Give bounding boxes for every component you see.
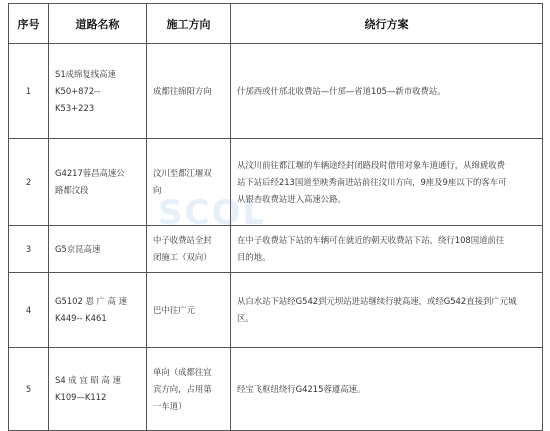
row-number: 4	[9, 273, 49, 348]
detour-plan-cell-line: 经宝飞枢纽绕行G4215蓉遵高速。	[237, 383, 366, 394]
row-number: 3	[9, 226, 49, 273]
detour-plan-cell-line: 什邡西或什邡北收费站—什邡—省道105—新市收费站。	[237, 85, 446, 96]
detour-plan-cell	[231, 44, 543, 139]
detour-plan-cell	[231, 273, 543, 348]
table-row	[9, 44, 543, 139]
direction-cell	[147, 273, 231, 348]
road-name-cell-line: K109—K112	[55, 392, 107, 402]
detour-plan-cell-line: 站下站后经213国道至映秀南进站前往汶川方向，9座及9座以下的客车可	[237, 176, 507, 187]
direction-cell	[147, 44, 231, 139]
direction-cell-line: 巴中往广元	[153, 304, 195, 315]
row-number: 2	[9, 139, 49, 226]
road-name-cell	[49, 226, 147, 273]
road-name-cell-line: G4217蓉昌高速公	[55, 168, 125, 178]
table-row	[9, 226, 543, 273]
detour-table	[8, 3, 543, 431]
detour-plan-cell-line: 从白水站下站经G542到元坝站进站继续行驶高速，或经G542直接到广元城	[237, 296, 517, 306]
road-name-cell-line: K50+872--	[55, 85, 101, 96]
road-name-cell-line: S1成绵复线高速	[55, 68, 116, 79]
direction-cell-line: 成都往绵阳方向	[153, 85, 212, 96]
road-name-cell-line: S4 成 宜 昭 高 速	[55, 375, 121, 385]
header-num: 序号	[9, 4, 49, 44]
direction-cell-line: 向	[153, 185, 162, 195]
detour-plan-cell-line: 从汶川前往都江堰的车辆途经封闭路段时借用对象车道通行，从绵虒收费	[237, 159, 505, 170]
road-name-cell	[49, 348, 147, 431]
row-number: 5	[9, 348, 49, 431]
detour-plan-cell-line: 区。	[237, 313, 254, 323]
road-name-cell	[49, 273, 147, 348]
direction-cell-line: 闭施工（双向）	[153, 252, 212, 262]
detour-plan-cell	[231, 226, 543, 273]
row-number: 1	[9, 44, 49, 139]
header-road: 道路名称	[49, 4, 147, 44]
road-name-cell	[49, 139, 147, 226]
header-row	[9, 4, 543, 44]
road-name-cell-line: K449-- K461	[55, 313, 107, 323]
road-name-cell-line: K53+223	[55, 102, 95, 113]
road-name-cell-line: G5京昆高速	[55, 243, 101, 254]
detour-plan-cell-line: 在中子收费站下站的车辆可在就近的朝天收费站下站，绕行108国道前往	[237, 235, 505, 245]
direction-cell-line: 单向（成都往宜	[153, 366, 212, 377]
direction-cell	[147, 226, 231, 273]
road-name-cell-line: G5102 恩 广 高 速	[55, 296, 127, 306]
direction-cell-line: 中子收费站全封	[153, 235, 212, 245]
detour-plan-cell-line: 从银杏收费站进入高速公路。	[237, 193, 346, 204]
header-plan: 绕行方案	[231, 4, 543, 44]
direction-cell	[147, 139, 231, 226]
table-row	[9, 348, 543, 431]
road-name-cell-line: 路都汶段	[55, 185, 89, 195]
road-name-cell	[49, 44, 147, 139]
header-direction: 施工方向	[147, 4, 231, 44]
road-closure-table-container	[8, 3, 542, 431]
detour-plan-cell-line: 目的地。	[237, 252, 271, 262]
direction-cell-line: 汶川至都江堰双	[153, 168, 212, 178]
watermark-logo: SCOL	[158, 193, 267, 233]
table-row	[9, 139, 543, 226]
detour-plan-cell	[231, 139, 543, 226]
detour-plan-cell	[231, 348, 543, 431]
direction-cell-line: 一车道）	[153, 400, 187, 411]
direction-cell	[147, 348, 231, 431]
direction-cell-line: 宾方向，占用第	[153, 383, 212, 394]
table-row	[9, 273, 543, 348]
